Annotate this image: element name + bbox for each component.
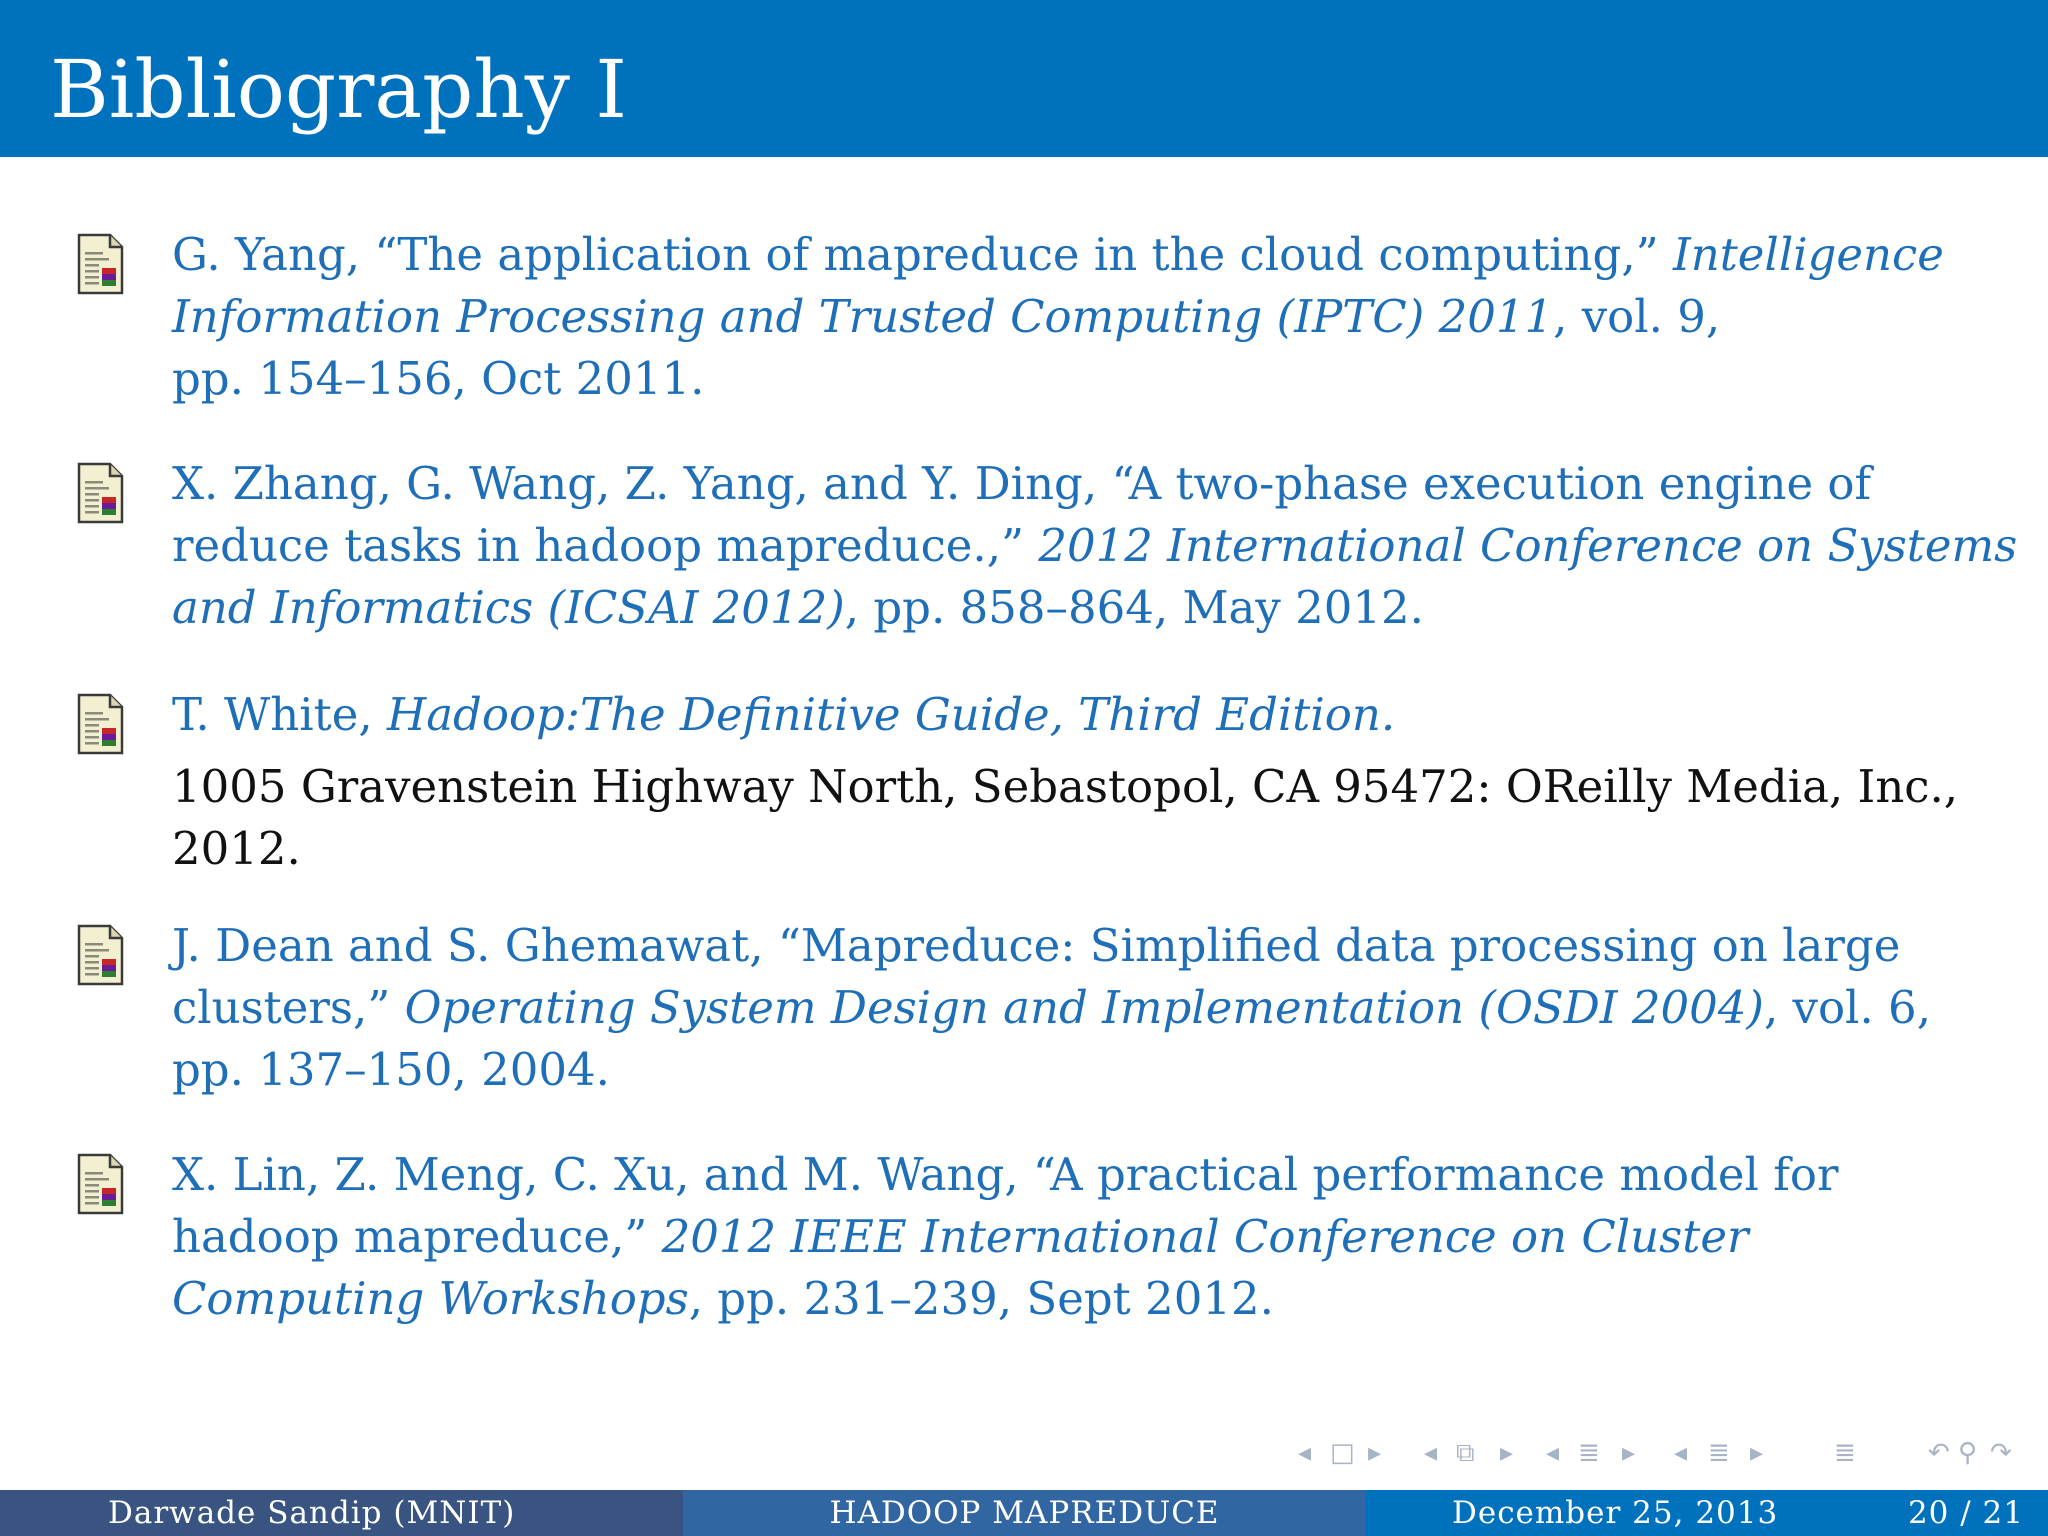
align-icon[interactable]: ≣ <box>1834 1438 1856 1468</box>
subsection-icon[interactable]: ⧉ <box>1456 1438 1475 1468</box>
entry-line <box>172 348 704 410</box>
entry-line <box>172 684 1395 746</box>
entry-text: , pp. 231–239, Sept 2012. <box>688 1272 1274 1325</box>
entry-line <box>172 756 1958 818</box>
entry-venue-text: Hadoop:The Definitive Guide, Third Edition. <box>386 688 1396 741</box>
article-icon <box>76 1152 126 1216</box>
entry-line <box>172 1268 1274 1330</box>
nav-right-arrow[interactable]: ▸ <box>1368 1438 1382 1468</box>
footer-date-section <box>1366 1490 2048 1536</box>
entry-text: X. Lin, Z. Meng, C. Xu, and M. Wang, “A practical performance model for <box>172 1148 1839 1201</box>
entry-text: pp. 137–150, 2004. <box>172 1043 610 1096</box>
entry-venue-text: Operating System Design and Implementation (OSDI 2004) <box>404 981 1764 1034</box>
entry-text: hadoop mapreduce,” <box>172 1210 662 1263</box>
entry-text: J. Dean and S. Ghemawat, “Mapreduce: Simplified data processing on large <box>172 919 1901 972</box>
entry-text: , vol. 6, <box>1763 981 1931 1034</box>
footer-author: Darwade Sandip (MNIT) <box>108 1495 516 1531</box>
search-icon[interactable]: ⚲ <box>1958 1438 1978 1468</box>
entry-line <box>172 577 1424 639</box>
entry-text: reduce tasks in hadoop mapreduce.,” <box>172 519 1039 572</box>
entry-line <box>172 1039 610 1101</box>
slide-footer <box>0 1490 2048 1536</box>
entry-text: , pp. 858–864, May 2012. <box>844 581 1424 634</box>
entry-venue-text: 2012 IEEE International Conference on Cluster <box>661 1210 1749 1263</box>
entry-text: 2012. <box>172 822 301 875</box>
beamer-navigation-bar <box>1290 1438 2030 1478</box>
entry-text: 1005 Gravenstein Highway North, Sebastopol, CA 95472: OReilly Media, Inc., <box>172 760 1959 813</box>
article-icon <box>76 461 126 525</box>
article-icon <box>76 923 126 987</box>
entry-line <box>172 286 1720 348</box>
entry-text: clusters,” <box>172 981 405 1034</box>
footer-author-section <box>0 1490 683 1536</box>
entry-line <box>172 515 2017 577</box>
section-list-icon[interactable]: ≣ <box>1708 1438 1730 1468</box>
entry-line <box>172 224 1944 286</box>
undo-icon[interactable]: ↶ <box>1928 1438 1950 1468</box>
entry-text: G. Yang, “The application of mapreduce in the cloud computing,” <box>172 228 1673 281</box>
nav-left-arrow[interactable]: ◂ <box>1424 1438 1438 1468</box>
nav-right-arrow[interactable]: ▸ <box>1500 1438 1514 1468</box>
nav-left-arrow[interactable]: ◂ <box>1674 1438 1688 1468</box>
nav-right-arrow[interactable]: ▸ <box>1750 1438 1764 1468</box>
footer-page-number: 20 / 21 <box>1907 1495 2024 1531</box>
footer-title: HADOOP MAPREDUCE <box>829 1495 1220 1531</box>
entry-venue-text: and Informatics (ICSAI 2012) <box>172 581 845 634</box>
entry-text: X. Zhang, G. Wang, Z. Yang, and Y. Ding, “A two-phase execution engine of <box>172 457 1872 510</box>
entry-venue-text: 2012 International Conference on Systems <box>1038 519 2018 572</box>
entry-line <box>172 977 1931 1039</box>
entry-venue-text: Information Processing and Trusted Computing (IPTC) 2011 <box>172 290 1554 343</box>
section-icon[interactable]: ≣ <box>1578 1438 1600 1468</box>
nav-left-arrow[interactable]: ◂ <box>1298 1438 1312 1468</box>
footer-date: December 25, 2013 <box>1452 1495 1779 1531</box>
entry-text: T. White, <box>172 688 387 741</box>
slide-title: Bibliography I <box>50 43 628 136</box>
entry-text: pp. 154–156, Oct 2011. <box>172 352 705 405</box>
entry-text: , vol. 9, <box>1553 290 1721 343</box>
nav-left-arrow[interactable]: ◂ <box>1546 1438 1560 1468</box>
nav-right-arrow[interactable]: ▸ <box>1622 1438 1636 1468</box>
entry-line <box>172 818 301 880</box>
footer-title-section <box>683 1490 1366 1536</box>
entry-line <box>172 453 1871 515</box>
article-icon <box>76 692 126 756</box>
entry-venue-text: Intelligence <box>1672 228 1944 281</box>
entry-line <box>172 915 1900 977</box>
entry-venue-text: Computing Workshops <box>172 1272 689 1325</box>
entry-line <box>172 1206 1749 1268</box>
article-icon <box>76 232 126 296</box>
redo-icon[interactable]: ↷ <box>1990 1438 2012 1468</box>
frame-icon[interactable]: □ <box>1330 1438 1355 1468</box>
entry-line <box>172 1144 1838 1206</box>
